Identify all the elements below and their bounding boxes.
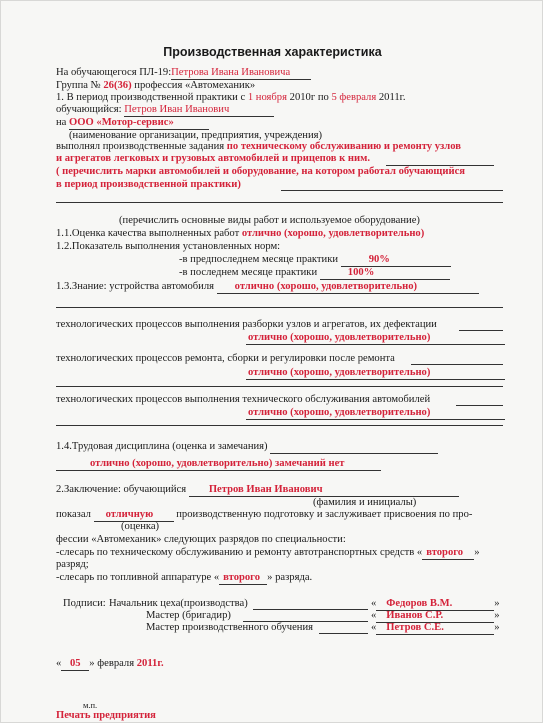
date-quote-open: « bbox=[56, 658, 62, 669]
quote-open: « bbox=[371, 622, 377, 633]
tasks-red-3: ( перечислить марки автомобилей и оборудование, на котором работал обучающийся bbox=[56, 166, 466, 177]
date-year: 2011г. bbox=[136, 658, 164, 669]
last-month-value: 100% bbox=[320, 267, 450, 280]
tasks-red-4: в период производственной практики) bbox=[56, 179, 241, 190]
rank-1-end: » bbox=[474, 547, 480, 558]
student-name: Петров Иван Иванович bbox=[124, 104, 274, 117]
showed-line bbox=[56, 509, 472, 522]
stamp-label: Печать предприятия bbox=[56, 710, 156, 721]
rank-1-value: второго bbox=[422, 547, 474, 560]
date-month: февраля bbox=[97, 658, 135, 669]
tasks-red-1: по техническому обслуживанию и ремонту узлов bbox=[226, 141, 461, 152]
rank-1-label: -слесарь по техническому обслуживанию и ремонту автотранспортных средств « bbox=[56, 547, 423, 558]
quote-close: » bbox=[494, 622, 500, 633]
q14-line bbox=[56, 441, 438, 454]
rank-2-end: » разряда. bbox=[267, 572, 313, 583]
rule bbox=[456, 405, 503, 406]
q13-value: отлично (хорошо, удовлетворительно) bbox=[217, 281, 479, 294]
period-to: 5 февраля bbox=[331, 92, 377, 103]
k2-value: отлично (хорошо, удовлетворительно) bbox=[246, 367, 505, 380]
showed-label: показал bbox=[56, 509, 91, 520]
k1-label: технологических процессов выполнения разборки узлов и агрегатов, их дефектации bbox=[56, 319, 437, 330]
student-line bbox=[56, 67, 311, 80]
q13-label: 1.3.Знание: устройства автомобиля bbox=[56, 281, 215, 292]
rank-2-value: второго bbox=[219, 572, 267, 585]
quote-open: « bbox=[371, 598, 377, 609]
pre-month-label: -в предпоследнем месяце практики bbox=[179, 254, 339, 265]
signature-3-name: Петров С.Е. bbox=[376, 622, 494, 635]
period-from: 1 ноября bbox=[247, 92, 287, 103]
signature-3-line bbox=[319, 633, 368, 634]
quote-open: « bbox=[371, 610, 377, 621]
k1-value: отлично (хорошо, удовлетворительно) bbox=[246, 332, 505, 345]
period-text: 1. В период производственной практики с bbox=[56, 92, 246, 103]
signatures-label: Подписи: bbox=[63, 598, 106, 609]
group-label: Группа № bbox=[56, 80, 101, 91]
profession: профессия «Автомеханик» bbox=[134, 80, 256, 91]
grade-value: отличную bbox=[94, 509, 174, 522]
student-label: обучающийся: bbox=[56, 104, 122, 115]
org-name: ООО «Мотор-сервис» bbox=[69, 117, 209, 130]
rule bbox=[411, 364, 503, 365]
grade-hint: (оценка) bbox=[121, 521, 160, 532]
q11-label: 1.1.Оценка качества выполненных работ bbox=[56, 228, 240, 239]
group-line bbox=[56, 80, 255, 92]
conclusion-text-1: производственную подготовку и заслуживает присвоения по про- bbox=[176, 509, 473, 520]
org-hint: (наименование организации, предприятия, учреждения) bbox=[69, 130, 323, 141]
period-year2: 2011г. bbox=[378, 92, 406, 103]
rank-2-label: -слесарь по топливной аппаратуре « bbox=[56, 572, 220, 583]
signature-3-title: Мастер производственного обучения bbox=[146, 622, 313, 633]
tasks-red-2: и агрегатов легковых и грузовых автомобилей и прицепов к ним. bbox=[56, 153, 370, 164]
rule bbox=[56, 307, 503, 308]
rank-1-line bbox=[56, 547, 480, 560]
signature-3-name-wrap bbox=[371, 622, 500, 635]
tasks-line bbox=[56, 141, 461, 153]
rule bbox=[281, 190, 503, 191]
quote-close: » bbox=[494, 610, 500, 621]
period-line bbox=[56, 92, 405, 104]
name-hint: (фамилия и инициалы) bbox=[313, 497, 417, 508]
signature-1-title: Начальник цеха(производства) bbox=[109, 598, 248, 609]
signature-2-title: Мастер (бригадир) bbox=[146, 610, 231, 621]
q12-label: 1.2.Показатель выполнения установленных норм: bbox=[56, 241, 281, 252]
document-title: Производственная характеристика bbox=[163, 45, 382, 59]
rule bbox=[56, 425, 503, 426]
q14-label: 1.4.Трудовая дисциплина (оценка и замечания) bbox=[56, 441, 268, 452]
conclusion-name: Петров Иван Иванович bbox=[189, 484, 459, 497]
tasks-prefix: выполнял производственные задания bbox=[56, 141, 225, 152]
stamp-mp: м.п. bbox=[83, 700, 98, 710]
conclusion-text-2: фессии «Автомеханик» следующих разрядов по специальности: bbox=[56, 534, 346, 545]
rule bbox=[459, 330, 503, 331]
student-name-gen: Петрова Ивана Ивановича bbox=[171, 67, 311, 80]
org-line bbox=[56, 117, 209, 130]
student-prefix: На обучающегося ПЛ-19: bbox=[56, 67, 172, 78]
q11-line bbox=[56, 228, 424, 240]
conclusion-line bbox=[56, 484, 459, 497]
quote-close: » bbox=[494, 598, 500, 609]
k2-label: технологических процессов ремонта, сборки и регулировки после ремонта bbox=[56, 353, 395, 364]
rank-2-line bbox=[56, 572, 312, 585]
signature-1-name: Федоров В.М. bbox=[376, 598, 494, 611]
conclusion-label: 2.Заключение: обучающийся bbox=[56, 484, 187, 495]
date-quote-close: » bbox=[89, 658, 95, 669]
date-day: 05 bbox=[61, 658, 89, 671]
q11-value: отлично (хорошо, удовлетворительно) bbox=[241, 228, 425, 239]
date-line bbox=[56, 658, 164, 671]
last-month-label: -в последнем месяце практики bbox=[179, 267, 318, 278]
last-month-line bbox=[179, 267, 450, 280]
k3-value: отлично (хорошо, удовлетворительно) bbox=[246, 407, 505, 420]
pre-month-line bbox=[179, 254, 451, 267]
na-label: на bbox=[56, 117, 67, 128]
signature-1-line bbox=[253, 609, 368, 610]
pre-month-value: 90% bbox=[341, 254, 451, 267]
rule bbox=[56, 386, 503, 387]
q13-line bbox=[56, 281, 479, 294]
k3-label: технологических процессов выполнения технического обслуживания автомобилей bbox=[56, 394, 431, 405]
works-hint: (перечислить основные виды работ и используемое оборудование) bbox=[119, 215, 420, 226]
rank-1-word: разряд; bbox=[56, 559, 89, 570]
rule bbox=[56, 202, 503, 203]
student-name-line bbox=[56, 104, 274, 117]
signature-2-name: Иванов С.Р. bbox=[376, 610, 494, 623]
period-year1: 2010г по bbox=[289, 92, 329, 103]
q14-value: отлично (хорошо, удовлетворительно) замечаний нет bbox=[56, 458, 381, 471]
group-number: 26(36) bbox=[103, 80, 132, 91]
